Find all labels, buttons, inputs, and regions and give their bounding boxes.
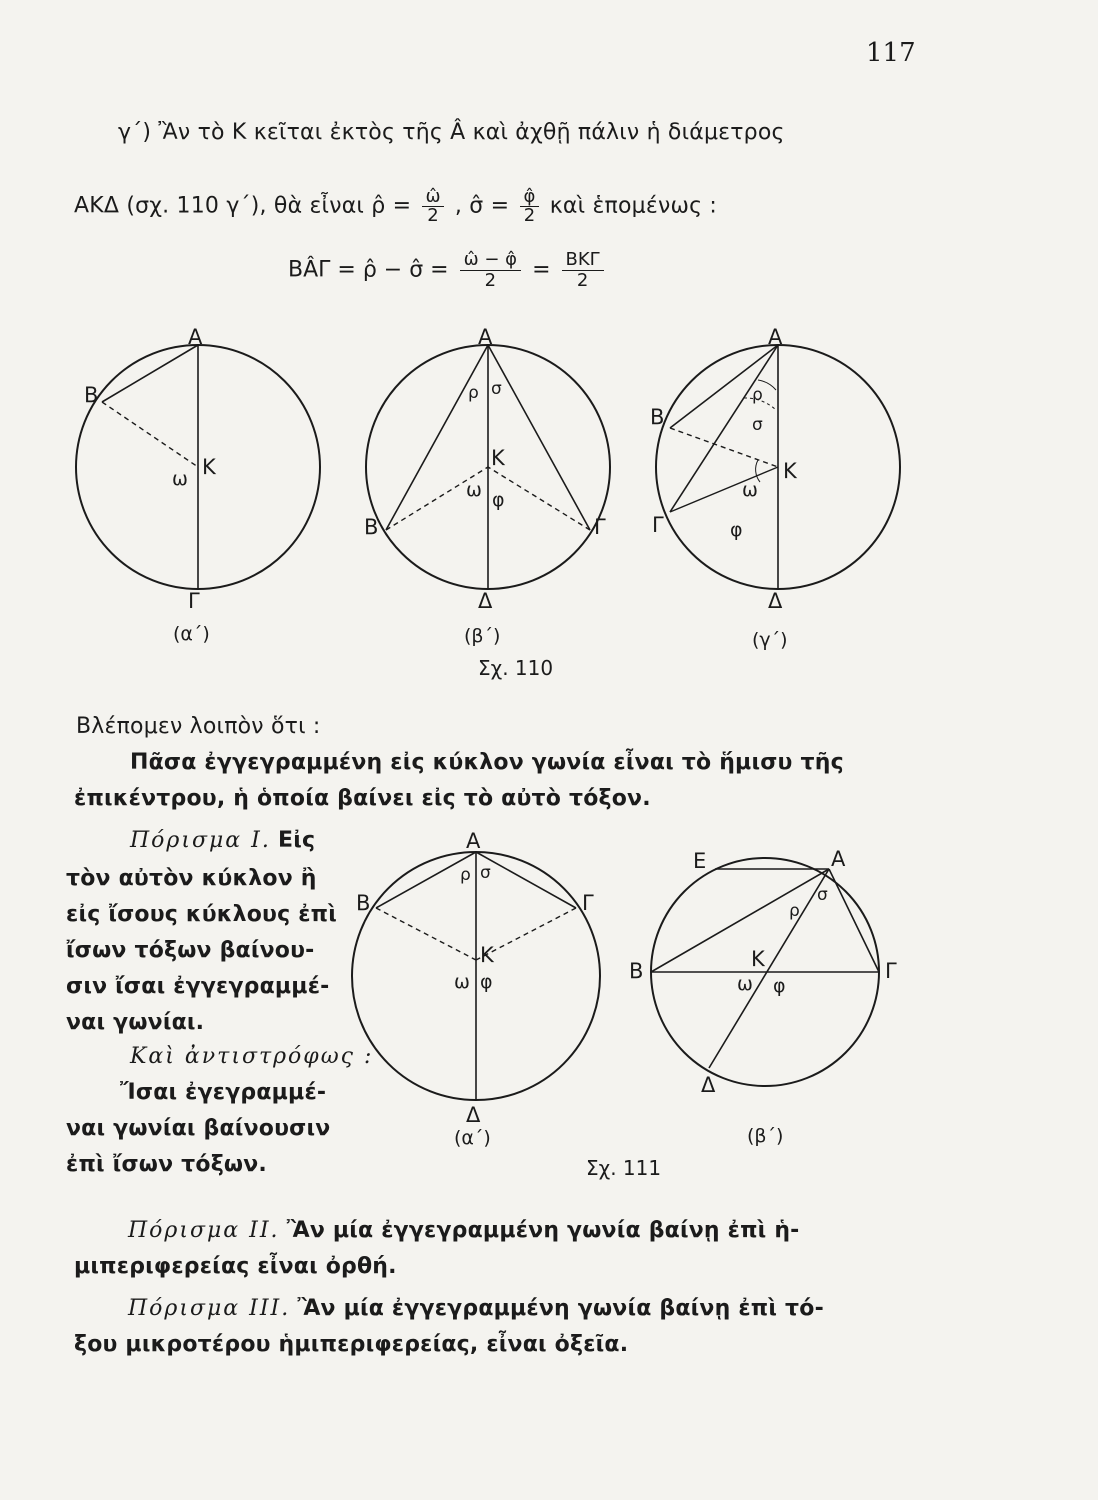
porisma-2-text1: Ἂν μία ἐγγεγραμμένη γωνία βαίνῃ ἐπὶ ἡ- xyxy=(286,1218,800,1243)
porisma-1-line5: ναι γωνίαι. xyxy=(66,1010,205,1035)
porisma-1-line0: Εἰς xyxy=(278,828,316,853)
diameter-ad xyxy=(709,869,829,1068)
line2-suffix: καὶ ἑπομένως : xyxy=(549,193,717,219)
fraction-denominator: 2 xyxy=(576,270,589,291)
label-k: Κ xyxy=(491,446,505,470)
figure-110-c xyxy=(640,320,920,650)
label-d: Δ xyxy=(478,589,493,613)
porisma-2-line2: μιπεριφερείας εἶναι ὀρθή. xyxy=(74,1254,397,1279)
figure-110-b xyxy=(350,320,640,650)
chord-ag xyxy=(476,852,576,908)
converse-title: Καὶ ἀντιστρόφως : xyxy=(130,1044,374,1069)
label-a: Α xyxy=(768,325,783,349)
formula-bag xyxy=(288,250,608,291)
chord-ab xyxy=(386,345,488,530)
label-g: Γ xyxy=(188,589,200,613)
fraction-numerator: φ̂ xyxy=(520,188,538,207)
label-omega: ω xyxy=(737,973,753,995)
porisma-2-line1 xyxy=(128,1218,800,1243)
label-phi: φ xyxy=(480,971,493,993)
figure-110-a xyxy=(60,320,340,650)
label-a: Α xyxy=(478,325,493,349)
label-a: Α xyxy=(831,847,846,871)
caption-a: (α΄) xyxy=(173,623,210,645)
radius-bk xyxy=(102,402,198,467)
label-k: Κ xyxy=(480,943,494,967)
label-a: Α xyxy=(188,325,203,349)
label-b: Β xyxy=(356,891,371,915)
paragraph-gamma-line2 xyxy=(74,188,717,225)
porisma-1-line2: εἰς ἴσους κύκλους ἐπὶ xyxy=(66,902,338,927)
label-b: Β xyxy=(629,959,644,983)
porisma-1-heading xyxy=(130,828,315,853)
theorem-line1: Πᾶσα ἐγγεγραμμένη εἰς κύκλον γωνία εἶναι τὸ ἥμισυ τῆς xyxy=(130,750,844,775)
converse-line3: ἐπὶ ἴσων τόξων. xyxy=(66,1152,267,1177)
label-rho: ρ xyxy=(789,901,800,921)
porisma-3-line2: ξου μικροτέρου ἡμιπεριφερείας, εἶναι ὀξεῖα. xyxy=(74,1332,629,1357)
label-sigma: σ xyxy=(480,863,491,883)
paragraph-gamma-line1: γ΄) Ἂν τὸ Κ κεῖται ἐκτὸς τῆς Â καὶ ἀχθῇ πάλιν ἡ διάμετρος xyxy=(118,120,785,145)
theorem-line2: ἐπικέντρου, ἡ ὁποία βαίνει εἰς τὸ αὐτὸ τόξον. xyxy=(74,786,651,811)
converse-line2: ναι γωνίαι βαίνουσιν xyxy=(66,1116,331,1141)
fraction-numerator: ω̂ xyxy=(422,188,443,207)
caption-c: (γ΄) xyxy=(752,629,788,651)
figure-110-caption: Σχ. 110 xyxy=(478,656,554,680)
porisma-1-line4: σιν ἴσαι ἐγγεγραμμέ- xyxy=(66,974,330,999)
figure-111-b xyxy=(625,836,925,1146)
fraction-phi-half xyxy=(520,188,538,225)
porisma-1-line3: ἴσων τόξων βαίνου- xyxy=(66,938,315,963)
label-b: Β xyxy=(650,405,665,429)
label-sigma: σ xyxy=(752,415,763,435)
radius-gk xyxy=(670,467,778,512)
fraction-numerator: ω̂ − φ̂ xyxy=(460,250,521,271)
label-omega: ω xyxy=(172,468,188,490)
label-phi: φ xyxy=(773,975,786,997)
label-g: Γ xyxy=(594,515,606,539)
label-d: Δ xyxy=(466,1103,481,1127)
converse-line1: Ἴσαι ἐγεγραμμέ- xyxy=(120,1080,327,1105)
porisma-1-line1: τὸν αὐτὸν κύκλον ἢ xyxy=(66,866,317,891)
label-e: Ε xyxy=(693,849,707,873)
label-a: Α xyxy=(466,829,481,853)
label-rho: ρ xyxy=(752,385,763,405)
conclusion-intro: Βλέπομεν λοιπὸν ὅτι : xyxy=(76,714,321,739)
porisma-2-title: Πόρισμα ΙΙ. xyxy=(128,1218,280,1243)
caption-b: (β΄) xyxy=(747,1125,784,1147)
label-rho: ρ xyxy=(460,865,471,885)
fraction-omega-half xyxy=(422,188,443,225)
porisma-3-line1 xyxy=(128,1296,824,1321)
label-d: Δ xyxy=(768,589,783,613)
label-omega: ω xyxy=(466,479,482,501)
fraction-numerator: ΒΚΓ xyxy=(562,250,604,271)
chord-ag xyxy=(829,869,879,972)
caption-a: (α΄) xyxy=(454,1127,491,1149)
fraction-omega-minus-phi xyxy=(460,250,521,291)
fraction-bkg-half xyxy=(562,250,604,291)
radius-bk xyxy=(376,908,476,960)
label-k: Κ xyxy=(202,455,216,479)
fraction-denominator: 2 xyxy=(484,270,497,291)
chord-ab xyxy=(102,345,198,402)
porisma-3-title: Πόρισμα ΙΙΙ. xyxy=(128,1296,291,1321)
label-omega: ω xyxy=(454,971,470,993)
porisma-1-title: Πόρισμα Ι. xyxy=(130,828,271,853)
label-g: Γ xyxy=(652,513,664,537)
caption-b: (β΄) xyxy=(464,625,501,647)
fraction-denominator: 2 xyxy=(427,205,439,226)
label-sigma: σ xyxy=(817,885,828,905)
label-b: Β xyxy=(364,515,379,539)
label-rho: ρ xyxy=(468,383,479,403)
label-k: Κ xyxy=(751,947,765,971)
page-number: 117 xyxy=(866,38,916,68)
line2-mid: , σ̂ = xyxy=(454,193,510,219)
formula-lhs: ΒÂΓ = ρ̂ − σ̂ = xyxy=(288,257,449,283)
figure-111-caption: Σχ. 111 xyxy=(586,1156,662,1180)
label-phi: φ xyxy=(492,489,505,511)
label-k: Κ xyxy=(783,459,797,483)
label-sigma: σ xyxy=(491,379,502,399)
chord-ab xyxy=(651,869,829,972)
line2-prefix: ΑΚΔ (σχ. 110 γ΄), θὰ εἶναι ρ̂ = xyxy=(74,193,412,219)
figure-111-a xyxy=(350,826,620,1156)
label-omega: ω xyxy=(742,479,758,501)
label-g: Γ xyxy=(582,891,594,915)
label-phi: φ xyxy=(730,519,743,541)
label-d: Δ xyxy=(701,1073,716,1097)
porisma-3-text1: Ἂν μία ἐγγεγραμμένη γωνία βαίνῃ ἐπὶ τό- xyxy=(297,1296,824,1321)
fraction-denominator: 2 xyxy=(523,205,536,226)
label-g: Γ xyxy=(885,959,897,983)
formula-eq: = xyxy=(532,257,551,283)
label-b: Β xyxy=(84,383,99,407)
